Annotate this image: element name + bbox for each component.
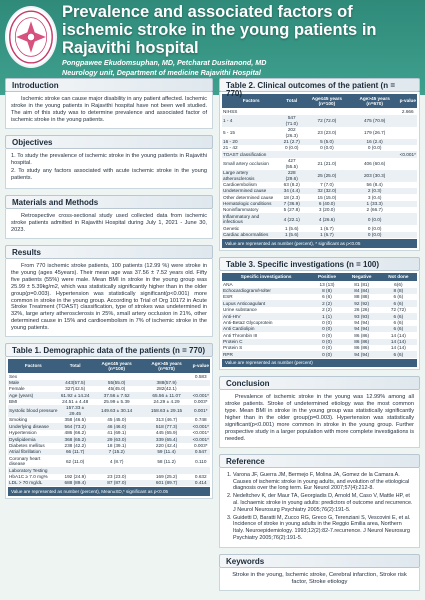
table-cell: 87 (87.0)	[92, 480, 142, 486]
table-cell: 228 (29.6)	[280, 170, 303, 182]
table-cell: 1 (6.7)	[320, 225, 334, 231]
table-row	[222, 170, 417, 182]
table-row	[8, 455, 210, 467]
table-cell: 157.33 ± 29.45	[59, 405, 92, 417]
table-cell	[399, 232, 417, 238]
table-cell: 94 (94)	[344, 351, 380, 357]
results-section	[5, 245, 213, 337]
table-cell: 59 (11.4)	[142, 449, 192, 455]
table-cell: 37.56 ± 7.52	[92, 392, 142, 398]
table-cell: 63 (8.2)	[283, 181, 300, 187]
table-cell	[399, 115, 417, 127]
row-label: Other determined cause	[223, 194, 274, 200]
row-label: Anti-Beta2 Glycoprotein	[223, 319, 273, 325]
table-cell: 58 (11.2)	[157, 458, 176, 464]
table-cell: 0 (0)	[310, 326, 343, 332]
reference-section	[219, 454, 420, 548]
table-cell: 445 (65.9)	[155, 430, 178, 436]
table-row	[222, 351, 417, 357]
section-heading: Table 1. Demographic data of the patients (n = 770)	[5, 343, 213, 357]
table-cell: 0 (0)	[310, 351, 343, 357]
row-label: 21 - 42	[223, 145, 238, 151]
row-label: HbA1C ≥ 7.0 mg%	[9, 474, 48, 480]
table-cell: 18 (39.1)	[107, 442, 127, 448]
table-cell	[399, 213, 417, 225]
row-label: Sex	[9, 373, 18, 379]
row-label: 16 - 20	[222, 139, 280, 145]
table-cell: 203 (30.3)	[351, 170, 399, 182]
table-cell: 0.003*	[193, 399, 208, 405]
column-header: Age≤45 years (n=100)	[92, 359, 142, 373]
table-cell: 6 (40.0)	[303, 201, 351, 207]
row-label: Urine substance	[223, 307, 257, 313]
table-cell: 2 (66.7)	[366, 207, 383, 213]
reference-item: 1. Varona JF, Guerra JM, Bermejo F, Molina JA, Gomez de la Camara A. Causes of ischemic stroke in young adults, and evolution of the etiological diagnosis over the long term. Eur Neurol 2007;57(4):212-8.	[233, 472, 414, 492]
table-cell: 158.63 ± 29.15	[142, 405, 192, 417]
reference-item: 2. Nedeltchev K, der Maur TA, Georgiadis D, Arnold M, Caso V, Mattle HP, et al. Ischaemic stroke in young adults: predictors of outcome and recurrence. J Neurol Neurosurg Psychiatry 2005;76(2):191-5.	[233, 493, 414, 513]
row-label: Anti-HIV	[222, 313, 310, 319]
section-heading: Materials and Methods	[5, 195, 213, 209]
column-header: Not done	[380, 273, 417, 282]
authors	[62, 58, 420, 77]
table-cell: <0.001*	[399, 151, 416, 157]
table-cell	[399, 170, 417, 182]
row-label: Hematologic conditions	[222, 201, 280, 207]
row-label: BMI	[9, 399, 18, 405]
column-header: Factors	[222, 94, 280, 108]
table-cell: 24.51 ± 4.48	[62, 399, 89, 405]
table-cell: 2.666	[401, 108, 414, 114]
row-label: TOAST classification	[222, 151, 280, 157]
table-cell: 282(42.1)	[156, 386, 177, 392]
table-row	[8, 405, 210, 417]
table-row	[222, 127, 417, 139]
table-cell: 6 (6)	[380, 351, 417, 357]
table-cell: 220 (42.4)	[155, 442, 178, 448]
table-cell: 688 (89.4)	[59, 480, 92, 486]
conclusion-text: Prevalence of ischemic stroke in the young was 12.99% among all stroke patients. Stroke of undetermined etiology was the most common type. Mean BMI in stroke in the young group was statistically significantly higher than in the older group(p=0.003). Hypertension was statistically significant(p<0.001) more common in stroke in the young group. Further prospective study in a larger population with more complete investigations is needed.	[225, 394, 414, 442]
table-cell: 6 (6)	[393, 319, 404, 325]
row-label: Underlying disease	[8, 423, 59, 429]
table-cell: 0.003*	[193, 442, 208, 448]
table-cell: 5 (5.0)	[303, 139, 351, 145]
row-label: Coronary heart disease	[9, 455, 41, 467]
row-label: Systolic blood pressure	[8, 405, 59, 417]
table-cell: 406 (60.6)	[363, 160, 386, 166]
row-label: NIHSS	[223, 108, 238, 114]
table-cell: 169 (25.2)	[155, 474, 178, 480]
conclusion-section	[219, 376, 420, 447]
table-cell: 358 (46.5)	[64, 417, 86, 423]
row-label: Dyslipidemia	[8, 436, 59, 442]
row-label: 1 - 4	[222, 115, 280, 127]
table-cell: 72 (72.0)	[303, 115, 351, 127]
row-label: Protein C	[222, 339, 310, 345]
section-heading: Objectives	[5, 135, 213, 149]
table-cell: 388(57.9)	[142, 380, 192, 386]
introduction-text: Ischemic stroke can cause major disability in any patient affected. Ischemic stroke in the young patients in Rajavithi hospital have not been well studied. The aim of this study was to determine prevalence and associated factor of ischemic stroke in the young patients.	[11, 96, 207, 123]
table3-section	[219, 257, 420, 371]
table-cell: 368 (65.2)	[59, 436, 92, 442]
author-names: Pongpawee Ekudomsuphan, MD, Petcharat Dusitanond, MD	[62, 58, 267, 67]
hospital-seal-icon	[5, 6, 57, 68]
table-cell: 0 (0.0)	[367, 145, 382, 151]
introduction-section	[5, 78, 213, 129]
column-header: p-value	[192, 359, 210, 373]
table-cell: 486 (66.2)	[64, 430, 86, 436]
table-cell: 32 (32.0)	[303, 188, 351, 194]
table-cell: 443(57.5)	[59, 380, 92, 386]
table-cell: <0.001*	[192, 423, 209, 429]
table-cell: 1 (5.6)	[284, 225, 299, 231]
table-cell: 41 (69.1)	[107, 430, 127, 436]
table-cell: 45(45.0)	[107, 386, 126, 392]
row-label: Protein S	[223, 345, 243, 351]
column-header: Age≤45 years (n=100)	[303, 94, 351, 108]
table-cell: 86 (86)	[344, 339, 380, 345]
table-cell: 202 (26.3)	[285, 126, 298, 138]
table-cell: 0 (0)	[322, 319, 332, 325]
row-label: Cardiac abnormalities	[222, 232, 280, 238]
section-heading: Conclusion	[219, 376, 420, 390]
table-cell: 23 (23.0)	[107, 474, 127, 480]
reference-list	[225, 472, 414, 542]
table-cell: 601 (89.7)	[142, 480, 192, 486]
table-cell: 21 (21.0)	[317, 160, 337, 166]
table-cell: 94 (94)	[354, 319, 370, 325]
table-cell: 2 (0.3)	[351, 188, 399, 194]
demographic-table	[8, 359, 210, 486]
affiliation: Neurology unit, Department of medicine Rajavithi Hospital	[62, 67, 261, 77]
table-cell: 46 (46.0)	[92, 423, 142, 429]
keywords-text: Stroke in the young, Ischemic stroke, Cerebral infarction, Stroke risk factor, Stroke etiology	[232, 571, 407, 585]
row-label: ESR	[223, 294, 233, 300]
methods-section	[5, 195, 213, 239]
table-cell: 1 (6.7)	[303, 232, 351, 238]
table-cell: 547 (71.0)	[280, 115, 303, 127]
table-cell: 84 (84)	[344, 288, 380, 294]
table-cell: 62 (11.0)	[65, 458, 85, 464]
table-cell: 24.29 ± 4.29	[153, 399, 180, 405]
table-cell: 8 (8)	[380, 288, 417, 294]
column-header: Negative	[344, 273, 380, 282]
table-cell: 6 (6)	[322, 294, 332, 300]
table-cell: 21 (2.7)	[280, 139, 303, 145]
table-cell: 15 (15.0)	[317, 194, 337, 200]
table-cell: 0 (0)	[322, 345, 332, 351]
table-cell: 23 (23.0)	[317, 129, 337, 135]
table-footnote: Value are represented as number (percent)	[222, 359, 417, 368]
investigations-table	[222, 273, 417, 358]
table-cell	[399, 127, 417, 139]
row-label: RPR	[222, 351, 310, 357]
table-cell: 6(6)	[394, 281, 403, 287]
table-cell: 0.547	[192, 449, 210, 455]
table-row	[222, 158, 417, 170]
table-cell: 26 (26)	[354, 307, 370, 313]
table-cell: 13 (13)	[319, 281, 335, 287]
table-cell: 18 (2.3)	[283, 194, 300, 200]
poster-title: Prevalence and associated factors of ischemic stroke in the young patients in Rajavithi hospital	[62, 3, 377, 57]
table-cell: 0 (0.0)	[351, 213, 399, 225]
table-cell: 8 (8)	[310, 288, 343, 294]
table-cell: 5 (27.8)	[283, 207, 300, 213]
table-row	[222, 213, 417, 225]
table-cell: 0.110	[195, 458, 207, 464]
table-footnote: Value are represented as number (percent), Mean±SD,* significant as p<0.05	[8, 487, 210, 496]
clinical-outcomes-table	[222, 94, 417, 238]
table-header-row	[222, 273, 417, 282]
table-cell: 14 (14)	[380, 339, 417, 345]
reference-item: 3. Guidetti D, Baratti M, Zucco RG, Greco G, Terenziani S, Vescovini E, et al. Incidence of stroke in young adults in the Reggio Emilia area, Northern Italy. Neuroepidemiology. 1993;12(2):82-7.recurrence. J Neurol Neurosurg Psychiatry 2005;76(2):191-5.	[233, 515, 414, 542]
table-cell: 4 (26.6)	[303, 213, 351, 225]
table2-section	[219, 78, 420, 251]
table-cell: 61.92 ± 14.24	[59, 392, 92, 398]
section-heading: Keywords	[219, 554, 420, 568]
table-cell: 86 (86)	[354, 345, 370, 351]
row-label: Diabetes mellitus	[9, 442, 45, 448]
table-cell: 0 (0.0)	[367, 225, 382, 231]
table-cell: 34 (4.4)	[280, 188, 303, 194]
table-cell: 0 (0.0)	[351, 232, 399, 238]
right-column	[219, 78, 420, 597]
objective-item: 1. To study the prevalence of ischemic stroke in the young patients in Rajavithi hospital.	[11, 152, 207, 166]
table-cell: 14 (14)	[390, 345, 406, 351]
row-label: Female	[9, 386, 25, 392]
column-header: Specific investigations	[222, 273, 310, 282]
table-cell: 4 (22.1)	[280, 213, 303, 225]
row-label: LDL > 70 mg/dL	[8, 480, 59, 486]
table-cell: 1 (5.6)	[280, 232, 303, 238]
table-cell: 29 (63.0)	[92, 436, 142, 442]
table-cell: 3 (20.0)	[318, 207, 335, 213]
row-label: ANA	[223, 281, 233, 287]
row-label: Male	[8, 380, 59, 386]
table-cell: 1 (33.3)	[351, 201, 399, 207]
row-label: Genetic	[223, 225, 240, 231]
table1-section	[5, 343, 213, 499]
column-header: Factors	[8, 359, 59, 373]
section-heading: Introduction	[5, 78, 213, 92]
row-label: Noninflammatory	[223, 207, 259, 213]
row-label: Laboratory Testing	[8, 467, 59, 473]
table-footnote: Value are represented as number (percent), * significant as p<0.05	[222, 239, 417, 248]
table-cell: 339 (65.4)	[142, 436, 192, 442]
row-label: Hypertension	[9, 430, 37, 436]
table-cell: 81 (81)	[354, 281, 370, 287]
section-heading: Table 3. Specific investigations (n = 100)	[219, 257, 420, 271]
table-cell: 66 (11.7)	[59, 449, 92, 455]
table-cell: 16 (2.4)	[351, 139, 399, 145]
methods-text: Retrospective cross-sectional study used collected data from ischemic stroke patients admitted in Rajavithi Hospital during July 1, 2021 - June 30, 2023.	[11, 213, 207, 234]
table-cell: 55(55.0)	[92, 380, 142, 386]
table-header-row	[8, 359, 210, 373]
row-label: Atrial fibrillation	[8, 449, 59, 455]
table-cell: 25.99 ± 5.39	[103, 399, 130, 405]
table-cell: <0.001*	[192, 436, 209, 442]
column-header: Total	[280, 94, 303, 108]
table-cell: 92 (92)	[344, 300, 380, 306]
table-cell: 313 (46.7)	[155, 417, 178, 423]
table-cell: 7 (15.2)	[92, 449, 142, 455]
column-header: Age>45 years (n=670)	[142, 359, 192, 373]
column-header: Age>45 years (n=670)	[351, 94, 399, 108]
table-cell: 4 (8.7)	[109, 458, 124, 464]
row-label: Age (years)	[8, 392, 59, 398]
table-cell: 0 (0.0)	[284, 145, 299, 151]
table-cell: 2 (2)	[322, 307, 332, 313]
table-cell: 564 (73.2)	[59, 423, 92, 429]
table-cell: 1 (1)	[310, 313, 343, 319]
table-cell: 0.583	[194, 373, 207, 379]
table-row	[8, 480, 210, 486]
table-cell: 6 (6)	[380, 300, 417, 306]
row-label: Anti Thrombin III	[223, 332, 258, 338]
table-cell: 238 (42.2)	[64, 442, 86, 448]
left-column	[5, 78, 213, 505]
row-label: Smoking	[9, 417, 28, 423]
table-cell: <0.001*	[192, 392, 209, 398]
table-cell: 327(42.5)	[65, 386, 86, 392]
table-cell: 6 (6)	[380, 313, 417, 319]
row-label: Echocardiogram/Holter	[222, 288, 310, 294]
table-cell: 56 (8.4)	[366, 181, 383, 187]
table-cell: 86 (86)	[354, 332, 370, 338]
table-cell: 149.63 ± 30.14	[92, 405, 142, 417]
table-cell: 25 (25.0)	[303, 170, 351, 182]
table-cell: 0.632	[194, 474, 207, 480]
section-heading: Results	[5, 245, 213, 259]
table-cell: 0 (0.0)	[320, 145, 334, 151]
table-cell: 94 (94)	[344, 326, 380, 332]
table-cell: 88 (88)	[354, 294, 370, 300]
table-cell: 7 (7.0)	[320, 181, 334, 187]
keywords-section	[219, 554, 420, 591]
table-cell: 427 (55.5)	[285, 158, 298, 169]
table-row	[222, 115, 417, 127]
table-cell: 14 (14)	[390, 332, 406, 338]
table-cell: 3 (0.4)	[367, 194, 382, 200]
section-heading: Table 2. Clinical outcomes of the patient (n = 770)	[219, 78, 420, 92]
row-label: Cardioembolism	[223, 181, 257, 187]
table-cell: 2 (2)	[310, 300, 343, 306]
row-label: Large artery atherosclerosis	[222, 170, 280, 182]
table-cell: 72 (72)	[390, 307, 406, 313]
row-label: 5 - 15	[223, 129, 235, 135]
objectives-section	[5, 135, 213, 190]
table-cell: 45 (45.0)	[107, 417, 127, 423]
table-cell: 518 (77.3)	[142, 423, 192, 429]
table-cell: 65.56 ± 11.07	[142, 392, 192, 398]
table-cell: 0.748	[194, 417, 207, 423]
table-cell: 6 (6)	[393, 294, 404, 300]
table-cell: 0 (0)	[322, 332, 332, 338]
row-label: Anti Cardiolipin	[222, 326, 310, 332]
row-label: Small artery occlusion	[223, 160, 269, 166]
table-cell: 0.001*	[192, 405, 210, 417]
column-header: Total	[59, 359, 92, 373]
table-cell: 93 (93)	[344, 313, 380, 319]
table-header-row	[222, 94, 417, 108]
table-cell: 475 (70.9)	[351, 115, 399, 127]
section-heading: Reference	[219, 454, 420, 468]
table-cell: 0.414	[192, 480, 210, 486]
results-text: From 770 ischemic stroke patients, 100 patients (12.99 %) were stroke in the young (ages 45years). Their mean age was 37.56 ± 7.52 years old. Fifty five patients (55%) were male. Mean BMI in stroke in the young group was 25.99 ± 5.39kg/m2, which was statistically significantly higher than in the older group(p=0.003). Hypertension was statistically significant(p<0.001) more common in stroke in the young group. According to Trial of Org 10172 in Acute Stroke Treatment (TOAST) classification, type of strokes was undetermined in 32%, large artery atherosclerosis in 25%, small artery occlusion in 21%, other determined cause in 15% and cardioembolism in 7% of ischemic stroke in the young patients.	[11, 262, 207, 332]
column-header: p-value	[399, 94, 417, 108]
table-cell: 0 (0)	[310, 339, 343, 345]
table-row	[222, 232, 417, 238]
table-cell: 7 (36.9)	[280, 201, 303, 207]
column-header: Positive	[310, 273, 343, 282]
table-cell: <0.001*	[192, 430, 209, 436]
table-cell: 192 (24.9)	[64, 474, 86, 480]
table-cell	[399, 158, 417, 170]
table-cell: 179 (26.7)	[363, 129, 386, 135]
row-label: Undetermined cause	[222, 188, 280, 194]
table-cell: 6 (6)	[380, 326, 417, 332]
objective-item: 2. To study any factors associated with acute ischemic stroke in the young patients.	[11, 168, 207, 182]
row-label: Lupus Anticoagulant	[222, 300, 310, 306]
row-label: Inflammatory and infectious	[222, 213, 280, 225]
